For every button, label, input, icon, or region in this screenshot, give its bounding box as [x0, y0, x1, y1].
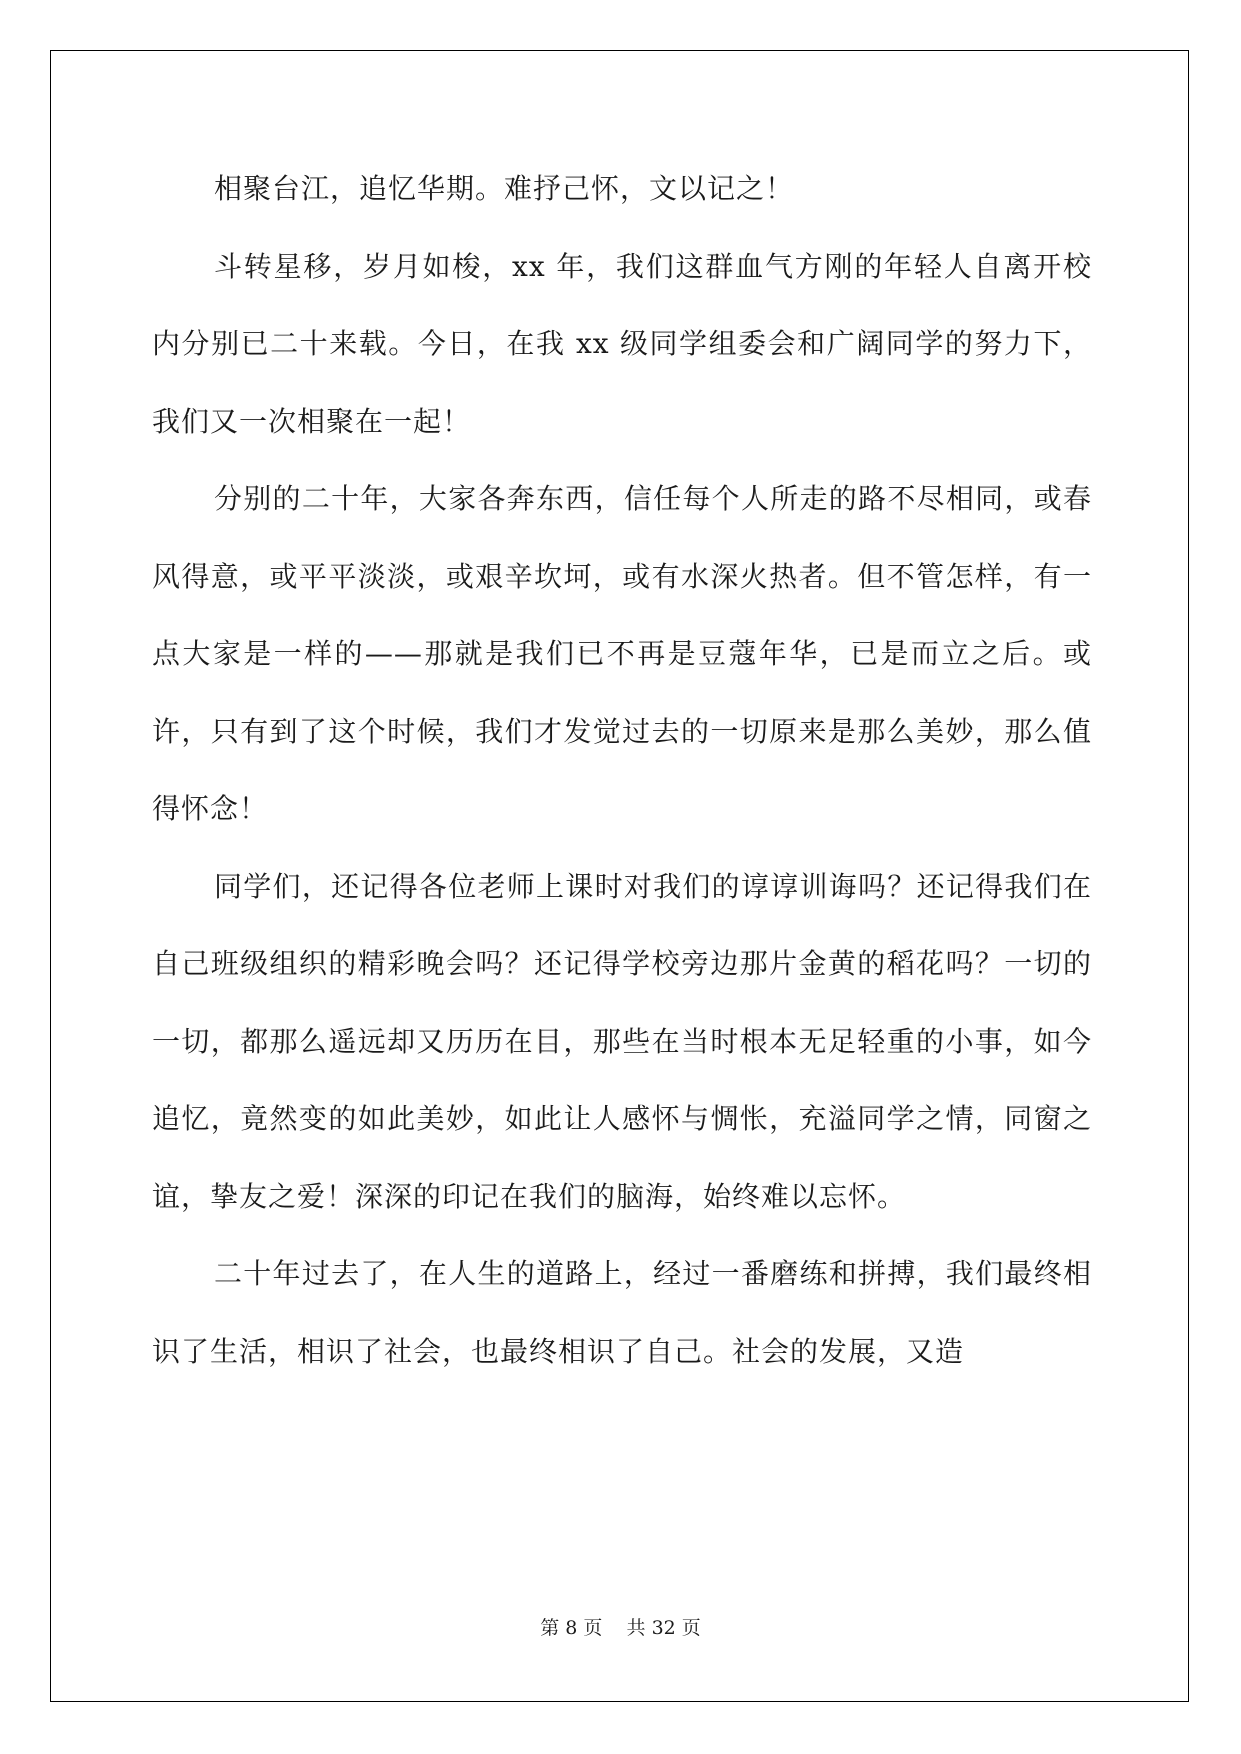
paragraph-2: 斗转星移，岁月如梭，xx 年，我们这群血气方刚的年轻人自离开校内分别已二十来载。今日，在我 xx 级同学组委会和广阔同学的努力下，我们又一次相聚在一起！ — [152, 249, 1092, 438]
document-body — [152, 150, 1092, 1390]
paragraph-5: 二十年过去了，在人生的道路上，经过一番磨练和拼搏，我们最终相识了生活，相识了社会，也最终相识了自己。社会的发展，又造 — [152, 1257, 1092, 1368]
paragraph-4: 同学们，还记得各位老师上课时对我们的谆谆训诲吗？还记得我们在自己班级组织的精彩晚会吗？还记得学校旁边那片金黄的稻花吗？一切的一切，都那么遥远却又历历在目，那些在当时根本无足轻重的小事，如今追忆，竟然变的如此美妙，如此让人感怀与惆怅，充溢同学之情，同窗之谊，挚友之爱！深深的印记在我们的脑海，始终难以忘怀。 — [152, 869, 1092, 1213]
page-number-footer: 第 8 页 共 32 页 — [540, 1617, 701, 1639]
paragraph-1: 相聚台江，追忆华期。难抒己怀，文以记之！ — [214, 172, 795, 205]
paragraph-3: 分别的二十年，大家各奔东西，信任每个人所走的路不尽相同，或春风得意，或平平淡淡，或艰辛坎坷，或有水深火热者。但不管怎样，有一点大家是一样的——那就是我们已不再是豆蔻年华，已是而立之后。或许，只有到了这个时候，我们才发觉过去的一切原来是那么美妙，那么值得怀念！ — [152, 482, 1092, 825]
